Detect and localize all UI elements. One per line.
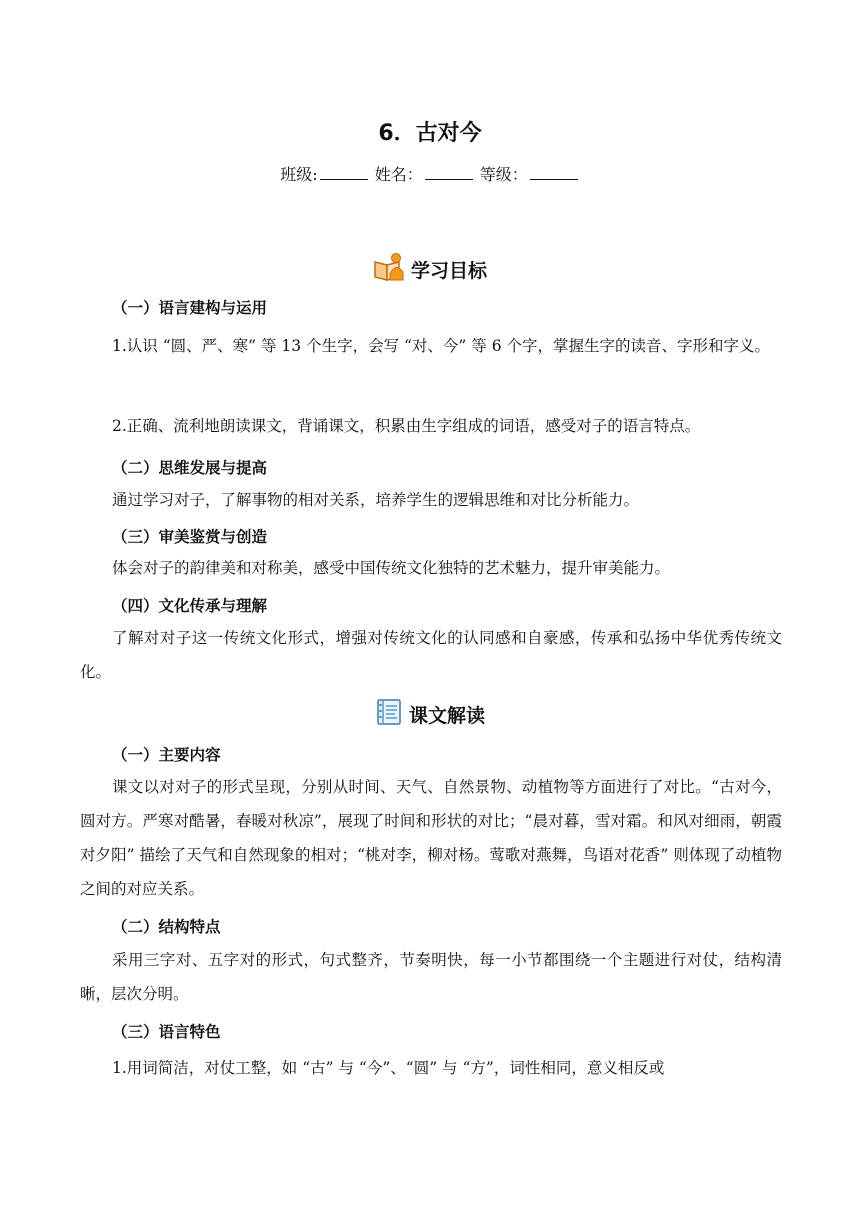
notebook-icon: [375, 698, 403, 731]
reading-person-icon: [373, 252, 405, 287]
lesson-title: 6．古对今: [378, 121, 482, 146]
paragraph: 1.认识 “圆、严、寒” 等 13 个生字，会写 “对、今” 等 6 个字，掌握生字的读音、字形和字义。: [112, 337, 770, 355]
subsection-title: （二）结构特点: [112, 918, 221, 936]
section-goals-heading: [0, 252, 860, 287]
class-blank[interactable]: [320, 165, 368, 180]
subsection-title: （一）主要内容: [112, 746, 221, 764]
section-interpret-title: 课文解读: [408, 705, 485, 727]
class-label: 班级:: [280, 165, 318, 184]
student-info-line: [0, 162, 860, 185]
subsection-title: （四）文化传承与理解: [112, 597, 268, 615]
paragraph: 通过学习对子，了解事物的相对关系，培养学生的逻辑思维和对比分析能力。: [112, 491, 640, 509]
name-blank[interactable]: [425, 165, 473, 180]
paragraph: 采用三字对、五字对的形式，句式整齐，节奏明快，每一小节都围绕一个主题进行对仗，结构清晰，层次分明。: [80, 951, 782, 1003]
paragraph: 了解对对子这一传统文化形式，增强对传统文化的认同感和自豪感，传承和弘扬中华优秀传统文化。: [80, 629, 782, 681]
subsection-title: （一）语言建构与运用: [112, 299, 268, 317]
subsection-title: （三）审美鉴赏与创造: [112, 528, 268, 546]
subsection-title: （三）语言特色: [112, 1023, 221, 1041]
paragraph: 体会对子的韵律美和对称美，感受中国传统文化独特的艺术魅力，提升审美能力。: [112, 559, 671, 577]
paragraph: 1.用词简洁，对仗工整，如 “古” 与 “今”、“圆” 与 “方”，词性相同，意义相反或: [112, 1059, 665, 1077]
grade-label: 等级：: [479, 165, 528, 184]
grade-blank[interactable]: [530, 165, 578, 180]
section-goals-title: 学习目标: [410, 260, 487, 282]
paragraph: 2.正确、流利地朗读课文，背诵课文，积累由生字组成的词语，感受对子的语言特点。: [112, 417, 701, 435]
paragraph: 课文以对对子的形式呈现，分别从时间、天气、自然景物、动植物等方面进行了对比。“古对今，圆对方。严寒对酷暑，春暖对秋凉”，展现了时间和形状的对比；“晨对暮，雪对霜。和风对细雨，朝霞对夕阳” 描绘了天气和自然现象的相对；“桃对李，柳对杨。莺歌对燕舞，鸟语对花香” 则体现了动植物之间的对应关系。: [80, 778, 782, 898]
name-label: 姓名：: [374, 165, 423, 184]
subsection-title: （二）思维发展与提高: [112, 459, 268, 477]
section-interpret-heading: [0, 698, 860, 731]
